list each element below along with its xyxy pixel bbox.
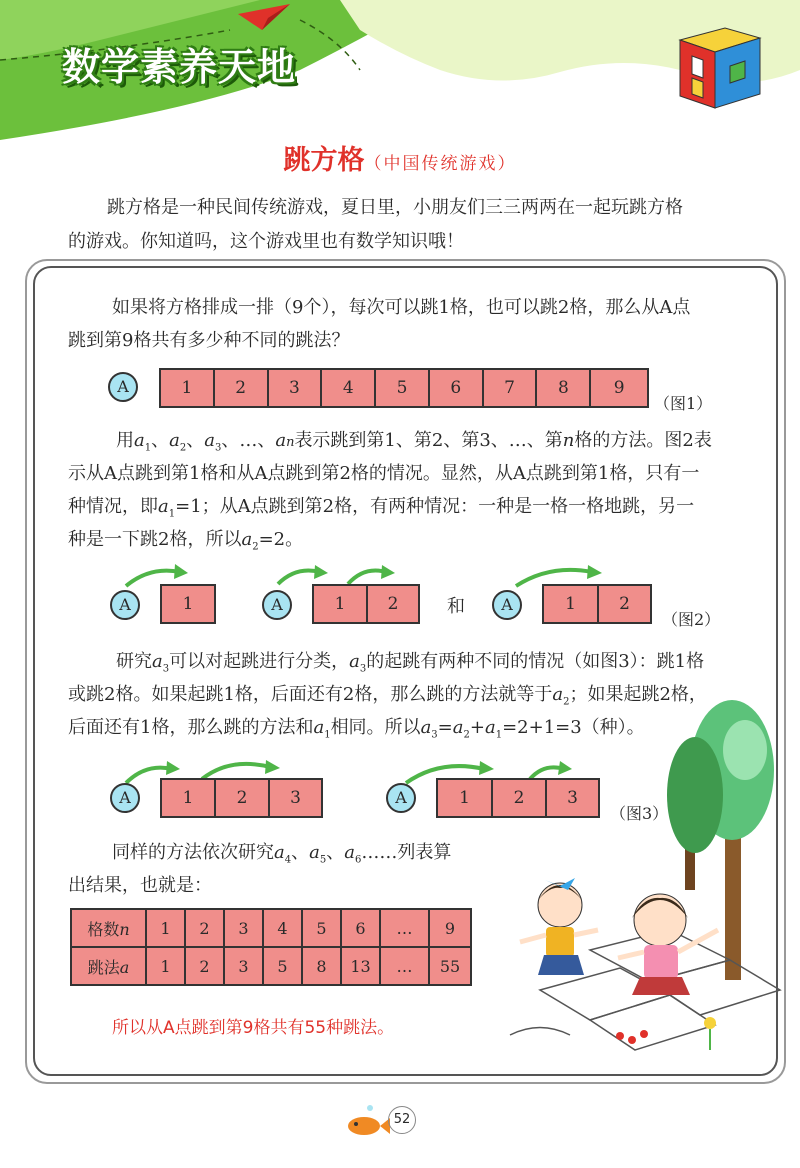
para3-text: + <box>469 717 485 738</box>
table-row <box>71 909 471 947</box>
problem-line-2: 跳到第9格共有多少种不同的跳法？ <box>68 330 350 351</box>
para3-text: 研究 <box>116 651 152 672</box>
table-cell: 1 <box>146 947 185 985</box>
para2-line-1: 用$a_1$、$a_2$、$a_3$、…、an表示跳到第1、第2、第3、…、第n格的方法。图2表 <box>116 430 712 454</box>
fig1-cells <box>159 368 649 408</box>
table-row-header <box>71 909 146 947</box>
fig2-cell: 1 <box>544 586 599 622</box>
para2-text: =1；从A点跳到第2格，有两种情况：一种是一格一格地跳，另一 <box>175 496 695 517</box>
fig3-cell: 1 <box>438 780 493 816</box>
para4-text: ……列表算 <box>361 842 452 863</box>
fig3-cell: 3 <box>270 780 321 816</box>
para2-line-4: 种是一下跳2格，所以$a_2=2$。 <box>68 529 304 553</box>
girl-right-icon <box>618 894 718 995</box>
table-cell: 5 <box>263 947 302 985</box>
table-header-var: a <box>119 957 130 977</box>
table-cell: 55 <box>429 947 471 985</box>
para4-text: 同样的方法依次研究 <box>112 842 274 863</box>
fig2-cell: 2 <box>368 586 418 622</box>
para3-text: 相同。所以 <box>330 717 421 738</box>
fig2-cells-two-a <box>312 584 420 624</box>
fig1-cell: 3 <box>269 370 323 406</box>
table-cell: 6 <box>341 909 380 947</box>
flower-icon <box>616 1017 716 1050</box>
fig1-cell: 1 <box>161 370 215 406</box>
para2-text: 种是一下跳2格，所以 <box>68 529 242 550</box>
start-point-a: A <box>110 783 140 813</box>
table-cell: 13 <box>341 947 380 985</box>
problem-line-1: 如果将方格排成一排（9个），每次可以跳1格，也可以跳2格，那么从A点 <box>112 297 691 318</box>
var-n: n <box>562 430 575 451</box>
table-row-header <box>71 947 146 985</box>
para3-text: ；如果起跳2格， <box>569 684 707 705</box>
fig3-cell: 3 <box>547 780 598 816</box>
fig1-cell: 9 <box>591 370 647 406</box>
para3-text: 的起跳有两种不同的情况（如图3）：跳1格 <box>366 651 705 672</box>
fig3-cell: 2 <box>216 780 270 816</box>
table-cell: 9 <box>429 909 471 947</box>
fig2-label: （图2） <box>662 610 721 629</box>
intro-line-1: 跳方格是一种民间传统游戏，夏日里，小朋友们三三两两在一起玩跳方格 <box>107 197 683 218</box>
fig2-cell: 1 <box>314 586 368 622</box>
banner-title: 数学素养天地 <box>62 45 297 89</box>
fig2-cells-one <box>160 584 216 624</box>
intro-line-2: 的游戏。你知道吗，这个游戏里也有数学知识哦！ <box>68 231 464 252</box>
para2-text: 格的方法。图2表 <box>574 430 712 451</box>
para4-line-2: 出结果，也就是： <box>68 875 212 896</box>
para2-text: 种情况，即 <box>68 496 158 517</box>
table-header-text: 跳法 <box>87 957 120 977</box>
para3-text: 或跳2格。如果起跳1格，后面还有2格，那么跳的方法就等于 <box>68 684 553 705</box>
para2-text: =2。 <box>258 529 304 550</box>
fig1-cell: 6 <box>430 370 484 406</box>
fig1-cell: 4 <box>322 370 376 406</box>
title-subtitle: （中国传统游戏） <box>364 154 517 174</box>
fig3-cell: 2 <box>493 780 547 816</box>
para3-text: =2+1=3（种）。 <box>502 717 645 738</box>
para2-line-2: 示从A点跳到第1格和从A点跳到第2格的情况。显然，从A点跳到第1格，只有一 <box>68 463 700 484</box>
table-row <box>71 947 471 985</box>
fig3-label: （图3） <box>610 804 669 823</box>
fig2-cells-two-b <box>542 584 652 624</box>
var-a1: a <box>134 430 145 451</box>
table-cell: 2 <box>185 909 224 947</box>
table-cell: 2 <box>185 947 224 985</box>
title-main: 跳方格 <box>283 145 365 176</box>
para3-line-1: 研究$a_3$可以对起跳进行分类，$a_3$的起跳有两种不同的情况（如图3）：跳1格 <box>116 651 705 675</box>
fig1-cell: 8 <box>537 370 591 406</box>
page-number: 52 <box>388 1106 416 1134</box>
table-header-var: n <box>119 919 130 939</box>
table-cell: 3 <box>224 947 263 985</box>
para2-line-3: 种情况，即$a_1=1$；从A点跳到第2格，有两种情况：一种是一格一格地跳，另一 <box>68 496 695 520</box>
para3-text: = <box>437 717 453 738</box>
para2-text: 用 <box>116 430 134 451</box>
table-cell: 8 <box>302 947 341 985</box>
start-point-a: A <box>492 590 522 620</box>
table-header-text: 格数 <box>87 919 120 939</box>
fig1-cell: 5 <box>376 370 430 406</box>
para4-line-1: 同样的方法依次研究$a_4$、$a_5$、$a_6\dots\dots$列表算 <box>112 842 452 866</box>
table-cell: … <box>380 947 429 985</box>
fig3-cell: 1 <box>162 780 216 816</box>
table-cell: 5 <box>302 909 341 947</box>
fig1-cell: 7 <box>484 370 538 406</box>
tree-icon <box>667 700 774 980</box>
fish-icon <box>340 1100 390 1140</box>
fig2-cell: 1 <box>162 586 214 622</box>
kids-hopscotch-illustration <box>500 690 785 1070</box>
table-cell: … <box>380 909 429 947</box>
start-point-a: A <box>110 590 140 620</box>
conclusion-text: 所以从A点跳到第9格共有55种跳法。 <box>112 1018 395 1038</box>
page-title <box>0 138 800 177</box>
fig2-and: 和 <box>447 596 465 617</box>
table-cell: 1 <box>146 909 185 947</box>
fig1-cell: 2 <box>215 370 269 406</box>
table-cell: 4 <box>263 909 302 947</box>
fig2-cell: 2 <box>599 586 650 622</box>
start-point-a: A <box>262 590 292 620</box>
start-point-a: A <box>386 783 416 813</box>
girl-left-icon <box>520 878 598 975</box>
para3-text: 可以对起跳进行分类， <box>169 651 350 672</box>
start-point-a: A <box>108 372 138 402</box>
rubiks-cube-icon <box>680 28 760 108</box>
para2-text: 表示跳到第1、第2、第3、…、第 <box>294 430 563 451</box>
fig1-label: （图1） <box>654 394 713 413</box>
para3-line-2: 或跳2格。如果起跳1格，后面还有2格，那么跳的方法就等于$a_2$；如果起跳2格， <box>68 684 707 708</box>
para3-line-3: 后面还有1格，那么跳的方法和$a_1$相同。所以$a_3=a_2+a_1=2+1=3$（种）。 <box>68 717 645 741</box>
fig3-cells-a <box>160 778 323 818</box>
results-table <box>70 908 472 986</box>
para3-text: 后面还有1格，那么跳的方法和 <box>68 717 314 738</box>
table-cell: 3 <box>224 909 263 947</box>
